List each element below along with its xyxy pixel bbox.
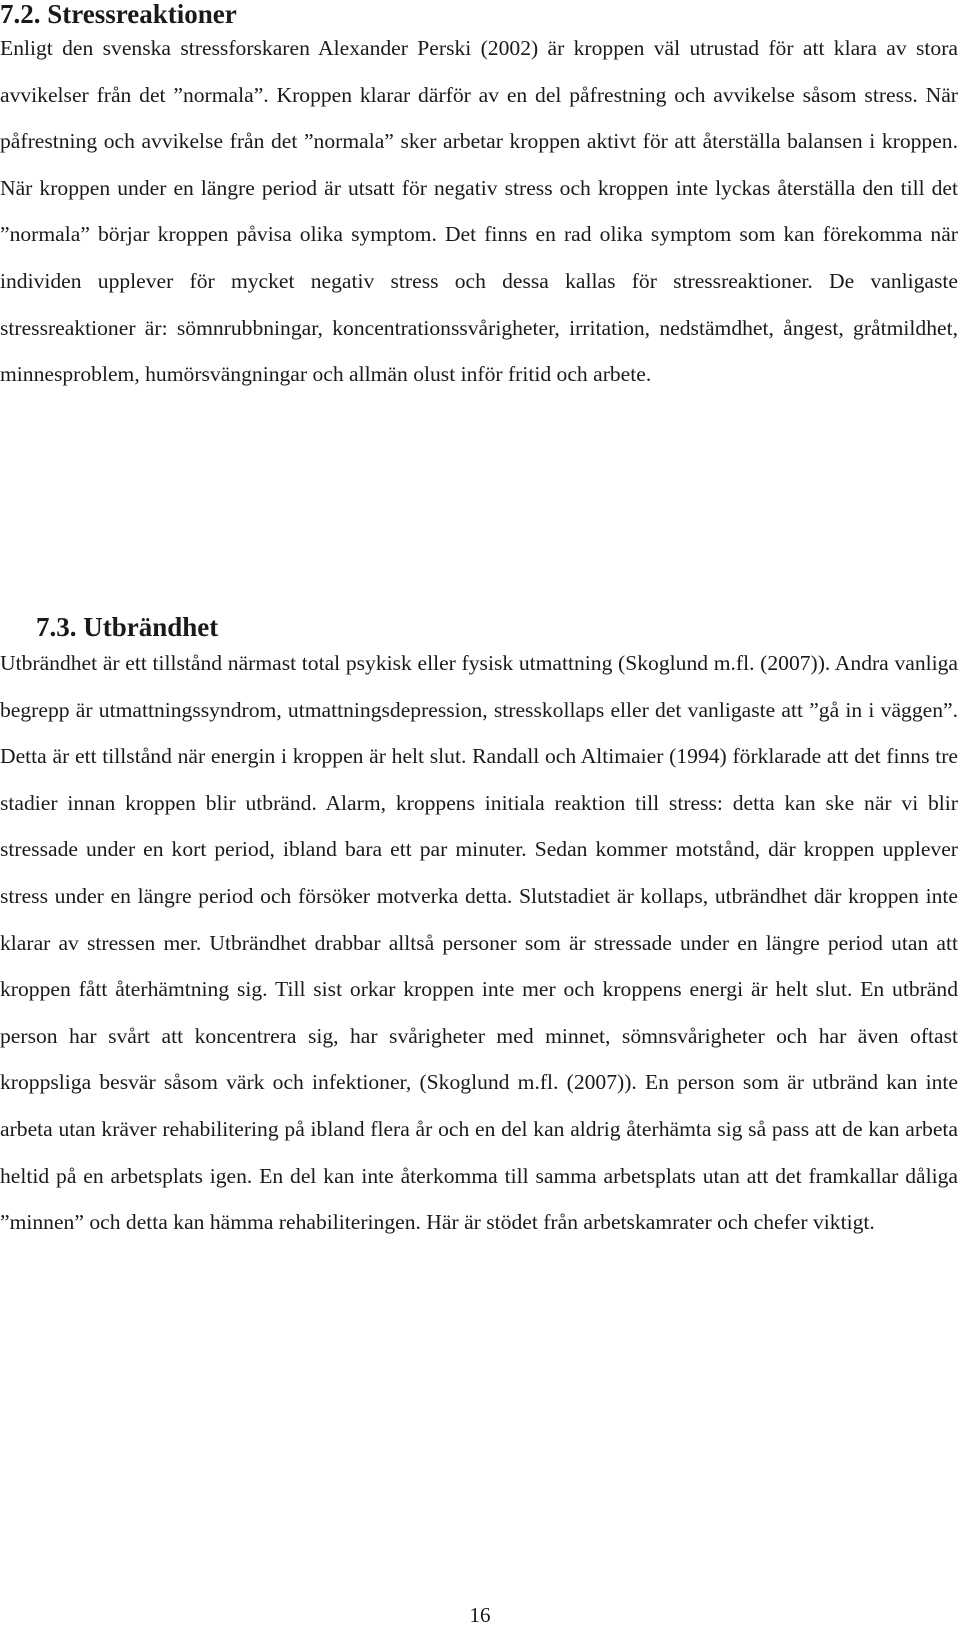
section-heading-stressreaktioner: 7.2. Stressreaktioner xyxy=(0,0,237,29)
page-number: 16 xyxy=(469,1603,491,1627)
section-body-stressreaktioner: Enligt den svenska stressforskaren Alexander Perski (2002) är kroppen väl utrustad för att klara av stora avvikelser från det ”normala”. Kroppen klarar därför av en del påfrestning och avvikelse såsom stress. När påfrestning och avvikelse från det ”normala” sker arbetar kroppen aktivt för att återställa balansen i kroppen. När kroppen under en längre period är utsatt för negativ stress och kroppen inte lyckas återställa den till det ”normala” börjar kroppen påvisa olika symptom. Det finns en rad olika symptom som kan förekomma när individen upplever för mycket negativ stress och dessa kallas för stressreaktioner. De vanligaste stressreaktioner är: sömnrubbningar, koncentrationssvårigheter, irritation, nedstämdhet, ångest, gråtmildhet, minnesproblem, humörsvängningar och allmän olust inför fritid och arbete. xyxy=(0,36,958,387)
section-heading-utbrandhet: 7.3. Utbrändhet xyxy=(36,612,219,642)
section-body-utbrandhet: Utbrändhet är ett tillstånd närmast total psykisk eller fysisk utmattning (Skoglund m.fl. (2007)). Andra vanliga begrepp är utmattningssyndrom, utmattningsdepression, stresskollaps eller det vanligaste att ”gå in i väggen”. Detta är ett tillstånd när energin i kroppen är helt slut. Randall och Altimaier (1994) förklarade att det finns tre stadier innan kroppen blir utbränd. Alarm, kroppens initiala reaktion till stress: detta kan ske när vi blir stressade under en kort period, ibland bara ett par minuter. Sedan kommer motstånd, där kroppen upplever stress under en längre period och försöker motverka detta. Slutstadiet är kollaps, utbrändhet där kroppen inte klarar av stressen mer. Utbrändhet drabbar alltså personer som är stressade under en längre period utan att kroppen fått återhämtning sig. Till sist orkar kroppen inte mer och kroppens energi är helt slut. En utbränd person har svårt att koncentrera sig, har svårigheter med minnet, sömnsvårigheter och har även oftast kroppsliga besvär såsom värk och infektioner, (Skoglund m.fl. (2007)). En person som är utbränd kan inte arbeta utan kräver rehabilitering på ibland flera år och en del kan aldrig återhämta sig så pass att de kan arbeta heltid på en arbetsplats igen. En del kan inte återkomma till samma arbetsplats utan att det framkallar dåliga ”minnen” och detta kan hämma rehabiliteringen. Här är stödet från arbetskamrater och chefer viktigt. xyxy=(0,651,958,1235)
